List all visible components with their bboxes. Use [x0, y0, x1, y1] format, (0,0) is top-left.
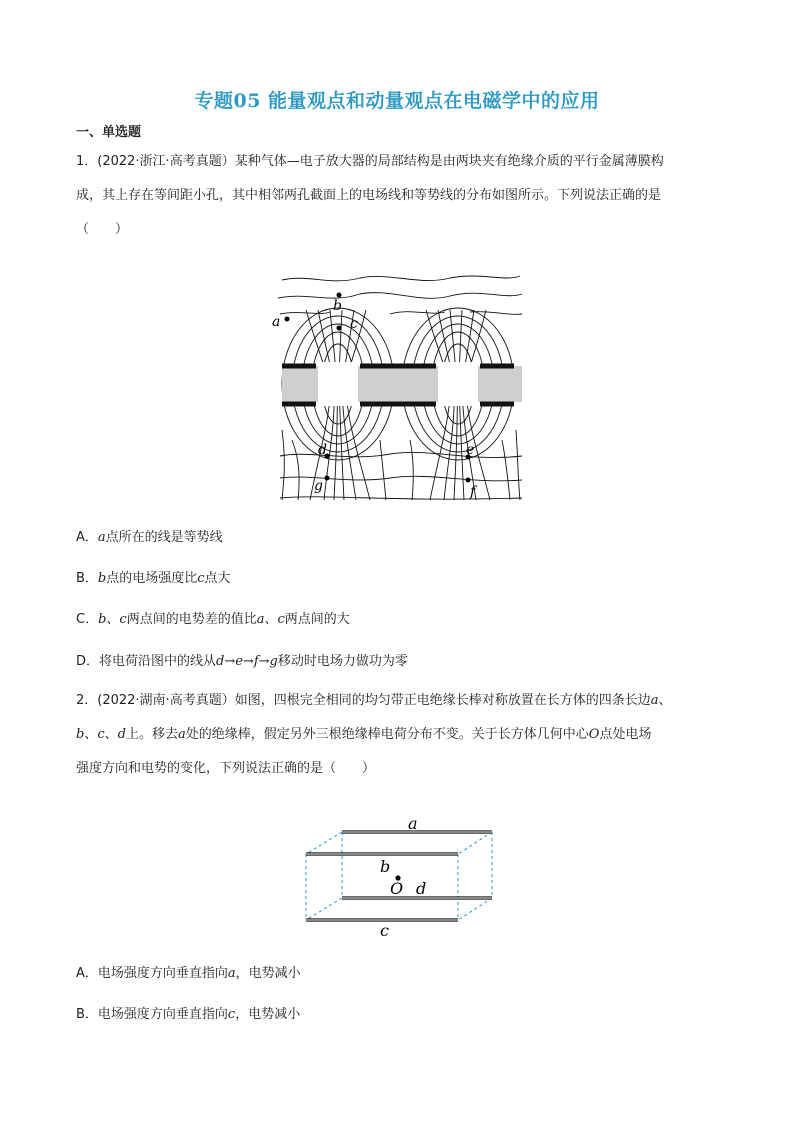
- q1-option-a-prefix: A．: [76, 530, 98, 545]
- q2-option-b[interactable]: [76, 1003, 300, 1022]
- q1-option-c-text: 两点间的大: [284, 612, 350, 627]
- label-rod-a: a: [408, 814, 418, 833]
- point-b: [337, 293, 342, 298]
- label-b: b: [333, 298, 342, 314]
- point-a: [285, 317, 290, 322]
- q2-stem-line-1: 2．(2022·湖南·高考真题）如图，四根完全相同的均匀带正电绝缘长棒对称放置在长方体的四条长边a、: [76, 693, 672, 708]
- q1-option-b-var2: c: [197, 571, 205, 586]
- q1-option-c-var2: c: [119, 612, 127, 627]
- label-rod-b: b: [380, 857, 391, 876]
- point-g: [325, 476, 330, 481]
- q2-option-a-var: a: [227, 966, 236, 981]
- q2-stem-line-3: 强度方向和电势的变化，下列说法正确的是（ ）: [76, 761, 376, 776]
- q1-option-b-text: 点大: [204, 571, 231, 586]
- label-rod-c: c: [380, 921, 389, 939]
- q1-option-d-text: 移动时电场力做功为零: [277, 654, 408, 669]
- q1-field-figure: [270, 270, 530, 505]
- label-e: e: [466, 442, 475, 458]
- label-d: d: [318, 442, 327, 458]
- point-c: [337, 326, 342, 331]
- q1-option-b[interactable]: [76, 567, 231, 586]
- label-c: c: [350, 316, 358, 332]
- q1-option-d-path: d→e→f→g: [216, 654, 278, 669]
- q1-option-a[interactable]: [76, 526, 223, 545]
- section-heading: 一、单选题: [76, 125, 142, 140]
- q2-option-a-text: ，电势减小: [235, 966, 301, 981]
- q2-option-b-prefix: B．电场强度方向垂直指向: [76, 1007, 228, 1022]
- q1-option-c-mid: 两点间的电势差的值比: [126, 612, 257, 627]
- q1-option-c[interactable]: [76, 608, 350, 627]
- page-title: 专题05 能量观点和动量观点在电磁学中的应用: [194, 90, 600, 112]
- q1-option-c-sep2: 、: [264, 612, 278, 627]
- label-center-O: O: [390, 879, 404, 898]
- label-rod-d: d: [416, 879, 427, 898]
- q1-stem-line-2: 成，其上存在等间距小孔，其中相邻两孔截面上的电场线和等势线的分布如图所示。下列说法正确的是: [76, 188, 662, 203]
- q1-option-b-prefix: B．: [76, 571, 98, 586]
- q2-stem-line-2: b、c、d上。移去a处的绝缘棒，假定另外三根绝缘棒电荷分布不变。关于长方体几何中心O点处电场: [76, 727, 652, 742]
- q1-option-d-prefix: D．将电荷沿图中的线从: [76, 654, 217, 669]
- q1-option-a-text: 点所在的线是等势线: [105, 530, 223, 545]
- q1-option-c-var4: c: [277, 612, 285, 627]
- q1-stem: [76, 145, 712, 247]
- q1-option-b-var1: b: [97, 571, 107, 586]
- q1-stem-line-1: 1．(2022·浙江·高考真题）某种气体—电子放大器的局部结构是由两块夹有绝缘介质的平行金属薄膜构: [76, 154, 664, 169]
- q2-option-a[interactable]: [76, 962, 301, 981]
- q2-stem: [76, 684, 712, 786]
- label-f: f: [470, 484, 476, 500]
- q2-option-b-text: ，电势减小: [235, 1007, 301, 1022]
- q2-box-figure: [300, 814, 500, 939]
- q1-option-c-var3: a: [256, 612, 265, 627]
- q1-option-b-mid: 点的电场强度比: [106, 571, 198, 586]
- label-g: g: [314, 478, 323, 494]
- q1-option-c-prefix: C．: [76, 612, 99, 627]
- q1-option-d[interactable]: [76, 650, 408, 669]
- q1-option-a-var: a: [97, 530, 106, 545]
- q2-option-b-var: c: [227, 1007, 236, 1022]
- label-a: a: [272, 314, 281, 330]
- q2-option-a-prefix: A．电场强度方向垂直指向: [76, 966, 228, 981]
- point-f: [466, 478, 471, 483]
- q1-option-c-sep1: 、: [106, 612, 120, 627]
- q1-stem-line-3: （ ）: [76, 222, 129, 237]
- q1-option-c-var1: b: [98, 612, 107, 627]
